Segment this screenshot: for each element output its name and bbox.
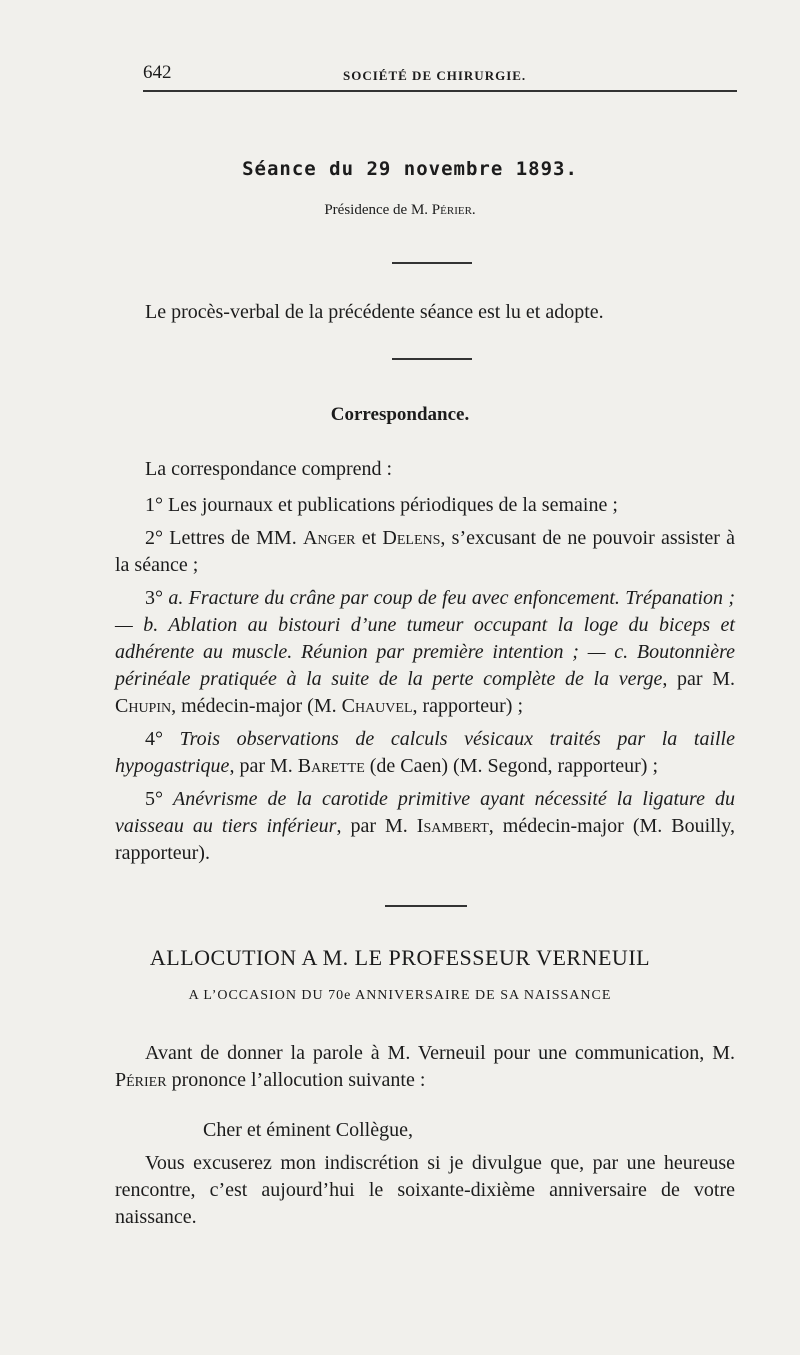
correspondance-item-2 (115, 525, 735, 579)
item4-title: Trois observations de calculs vésicaux traités par la taille hypogastrique (115, 728, 735, 777)
allocution-intro (115, 1040, 735, 1094)
presidence-name: Périer. (431, 202, 476, 218)
item5-by: , par M. (336, 815, 417, 837)
allocution-title: ALLOCUTION A M. LE PROFESSEUR VERNEUIL (149, 945, 651, 970)
session-title: Séance du 29 novembre 1893. (242, 158, 578, 180)
item3-rest: , rapporteur) ; (412, 695, 524, 717)
separator-rule-2 (392, 358, 472, 360)
item4-rest: (de Caen) (M. Segond, rapporteur) ; (364, 755, 659, 777)
item4-by: , par M. (229, 755, 298, 777)
proces-verbal (145, 299, 745, 326)
name-barette: Barette (297, 755, 365, 777)
running-title: SOCIÉTÉ DE CHIRURGIE. (343, 68, 527, 83)
name-chupin: Chupin (115, 695, 172, 717)
item5-rest: , médecin-major (M. Bouilly, rapporteur). (115, 815, 735, 864)
correspondance-item-1: 1° Les journaux et publications périodiques de la semaine ; (145, 494, 618, 516)
presidence-prefix: Présidence de M. (324, 202, 432, 218)
correspondance-item-5 (115, 786, 735, 867)
page-header (143, 62, 737, 92)
item5-prefix: 5° (145, 788, 174, 810)
allocution-subtitle: A L’OCCASION DU 70e ANNIVERSAIRE DE SA NAISSANCE (188, 988, 612, 1003)
allocution-salutation: Cher et éminent Collègue, (203, 1119, 413, 1141)
allocution-intro-rest: prononce l’allocution suivante : (166, 1069, 426, 1091)
item2-and: et (355, 527, 383, 549)
proces-verbal-text: Le procès-verbal de la précédente séance est lu et adopte. (145, 301, 604, 323)
name-delens: Delens (382, 527, 441, 549)
item3-titles: a. Fracture du crâne par coup de feu avec enfoncement. Trépanation ; — b. Ablation au bistouri d’une tumeur occupant la loge du biceps et adhérente au muscle. Réunion par première intention ; — c. Boutonnière périnéale pratiquée à la suite de la perte complète de la verge (115, 587, 736, 690)
name-anger: Anger (302, 527, 356, 549)
correspondance-item-4 (115, 726, 735, 780)
correspondance-item-3 (115, 585, 735, 720)
item3-role: , médecin-major (M. (171, 695, 342, 717)
item3-by: , par M. (662, 668, 735, 690)
page-number: 642 (143, 62, 172, 83)
separator-rule-1 (392, 262, 472, 264)
item2-rest: , s’excusant de ne pouvoir assister à la séance ; (115, 527, 736, 576)
item5-title: Anévrisme de la carotide primitive ayant nécessité la ligature du vaisseau au tiers inférieur (115, 788, 735, 837)
name-isambert: Isambert (416, 815, 489, 837)
separator-rule-3 (385, 905, 467, 907)
name-chauvel: Chauvel (341, 695, 413, 717)
correspondance-section (115, 456, 735, 867)
correspondance-intro: La correspondance comprend : (145, 458, 393, 480)
allocution-paragraph-1: Vous excuserez mon indiscrétion si je divulgue que, par une heureuse rencontre, c’est aujourd’hui le soixante-dixième anniversaire de votre naissance. (115, 1152, 735, 1228)
correspondance-heading: Correspondance. (330, 404, 470, 425)
item2-prefix: 2° Lettres de MM. (145, 527, 303, 549)
presidence-line (0, 202, 800, 219)
allocution-intro-text: Avant de donner la parole à M. Verneuil pour une communication, M. (145, 1042, 735, 1064)
item4-prefix: 4° (145, 728, 180, 750)
allocution-section (115, 1040, 735, 1231)
name-perier: Périer (115, 1069, 167, 1091)
item3-prefix: 3° (145, 587, 169, 609)
